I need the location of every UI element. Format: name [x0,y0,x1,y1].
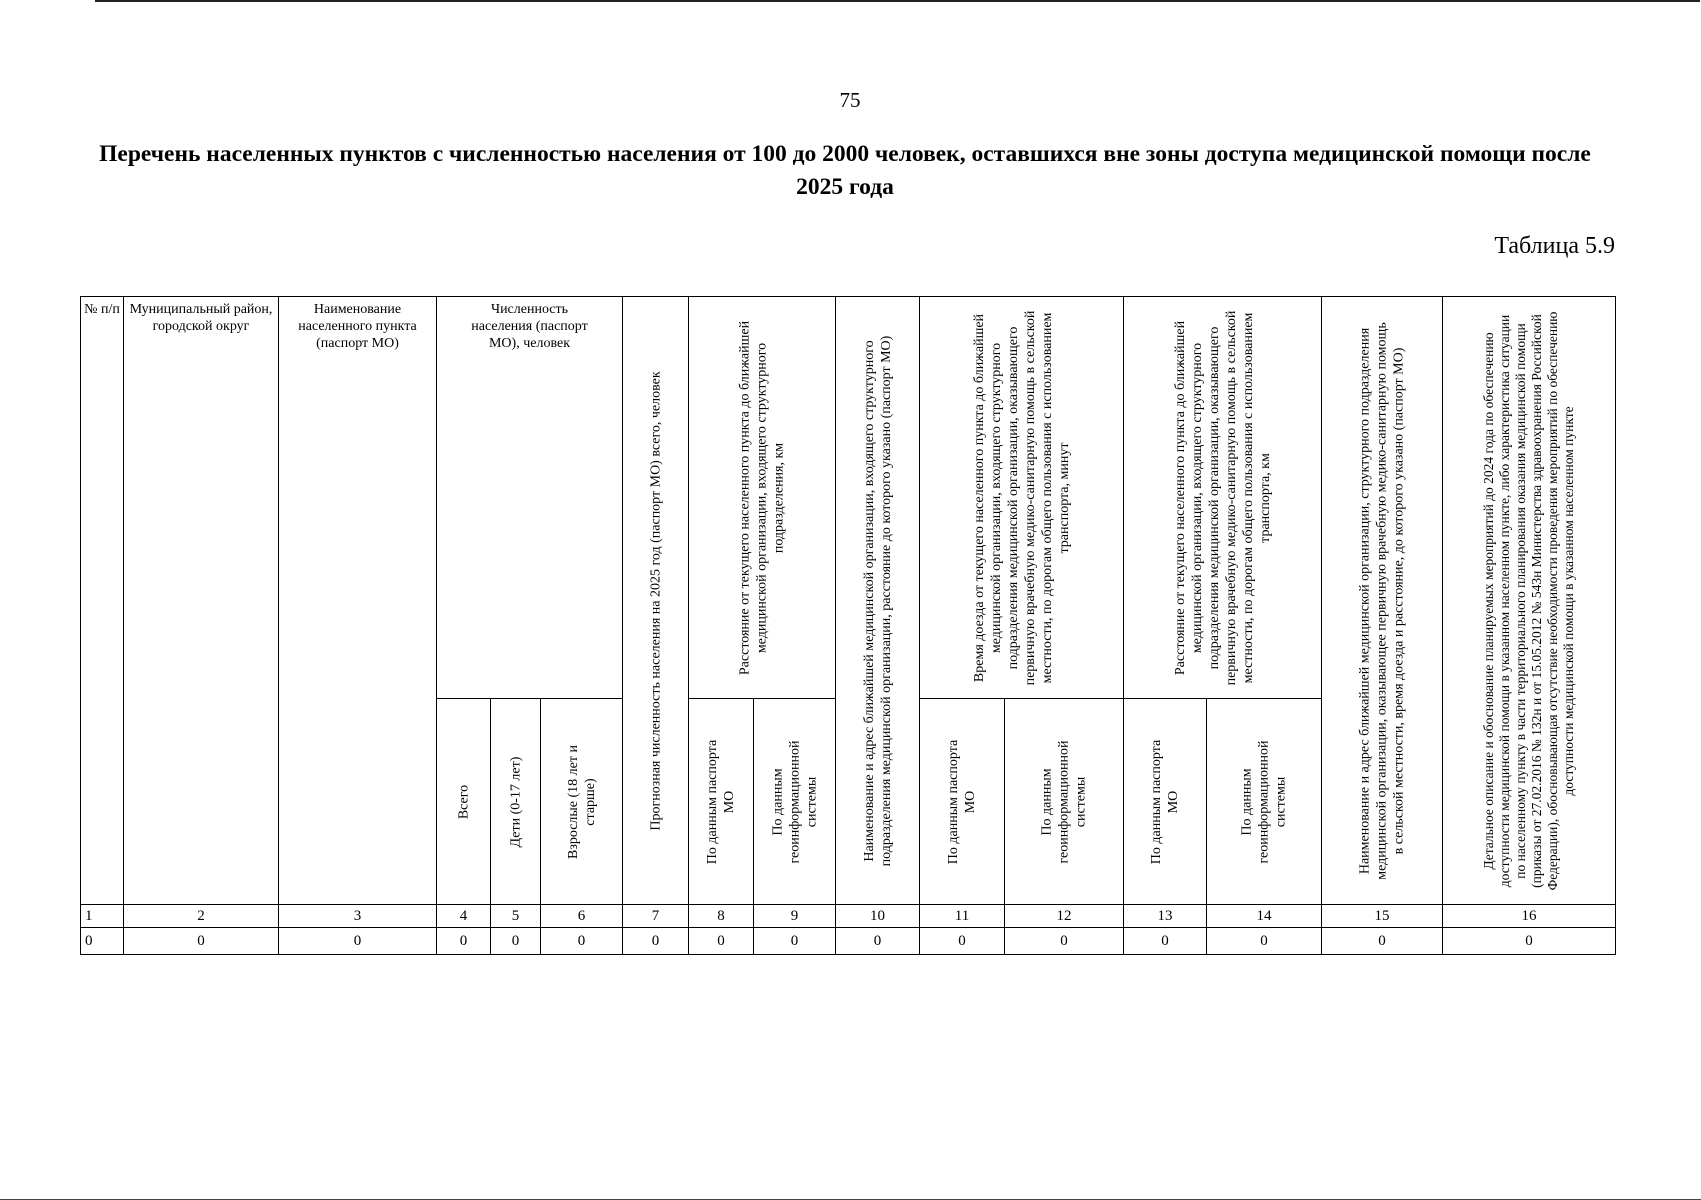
column-number-cell: 5 [491,905,541,928]
table-cell: 0 [1207,928,1322,955]
header-cell-nearest-primary-care: Наименование и адрес ближайшей медицинской организации, структурного подразделения медицинской организации, оказывающее первичную врачебную медико-санитарную помощь в сельской местности, время доезда и расстояние, до которого указано (паспорт МО) [1322,297,1443,905]
table-cell: 0 [124,928,279,955]
column-number-cell: 2 [124,905,279,928]
table-cell: 0 [1322,928,1443,955]
header-group-travel-time: Время доезда от текущего населенного пункта до ближайшей медицинской организации, входящего структурного подразделения медицинской организации, оказывающего первичную врачебную медико-санитарную помощь в сельской местности, по дорогам общего пользования с использованием транспорта, минут [920,297,1124,699]
column-number-cell: 15 [1322,905,1443,928]
table-cell: 0 [279,928,437,955]
column-number-cell: 3 [279,905,437,928]
table-cell: 0 [920,928,1005,955]
column-number-cell: 7 [623,905,689,928]
header-cell-distance-gis: По данным геоинформационной системы [754,699,836,905]
header-cell-distance-passport: По данным паспорта МО [689,699,754,905]
page-number: 75 [839,88,861,112]
header-cell-nearest-org: Наименование и адрес ближайшей медицинской организации, входящего структурного подразделения медицинской организации, расстояние до которого указано (паспорт МО) [836,297,920,905]
column-number-cell: 14 [1207,905,1322,928]
column-number-cell: 10 [836,905,920,928]
column-number-cell: 8 [689,905,754,928]
settlements-table [80,296,1616,955]
header-cell-municipality: Муниципальный район, городской округ [124,297,279,905]
column-number-cell: 11 [920,905,1005,928]
header-group-road-distance: Расстояние от текущего населенного пункта до ближайшей медицинской организации, входящего структурного подразделения медицинской организации, оказывающего первичную врачебную медико-санитарную помощь в сельской местности, по дорогам общего пользования с использованием транспорта, км [1124,297,1322,699]
column-number-cell: 16 [1443,905,1616,928]
table-cell: 0 [1005,928,1124,955]
table-cell: 0 [1443,928,1616,955]
top-border-line [95,0,1700,2]
table-cell: 0 [623,928,689,955]
table-row [81,928,1616,955]
header-cell-measures-description: Детальное описание и обоснование планируемых мероприятий до 2024 года по обеспечению доступности медицинской помощи в указанном населенном пункте, либо характеристика ситуации по населенному пункту в части территориального планирования оказания медицинской помощи (приказы от 27.02.2016 № 132н и от 15.05.2012 № 543н Министерства здравоохранения Российской Федерации), обосновывающая отсутствие необходимости проведения мероприятий по обеспечению доступности медицинской помощи в указанном населенном пункте [1443,297,1616,905]
table-cell: 0 [541,928,623,955]
column-number-cell: 12 [1005,905,1124,928]
header-cell-road-distance-gis: По данным геоинформационной системы [1207,699,1322,905]
table-caption: Таблица 5.9 [1494,233,1615,259]
header-group-distance-km: Расстояние от текущего населенного пункта до ближайшей медицинской организации, входящего структурного подразделения, км [689,297,836,699]
header-cell-time-passport: По данным паспорта МО [920,699,1005,905]
table-cell: 0 [81,928,124,955]
header-cell-population-adults: Взрослые (18 лет и старше) [541,699,623,905]
column-number-cell: 4 [437,905,491,928]
column-number-cell: 1 [81,905,124,928]
column-number-cell: 9 [754,905,836,928]
document-title: Перечень населенных пунктов с численностью населения от 100 до 2000 человек, оставшихся вне зоны доступа медицинской помощи после 2025 года [99,141,1591,200]
column-number-row [81,905,1616,928]
header-cell-population-children: Дети (0-17 лет) [491,699,541,905]
table-cell: 0 [836,928,920,955]
header-row-top [81,297,1616,699]
header-cell-forecast-population: Прогнозная численность населения на 2025 год (паспорт МО) всего, человек [623,297,689,905]
column-number-cell: 6 [541,905,623,928]
header-group-population: Численность населения (паспорт МО), человек [437,297,623,699]
column-number-cell: 13 [1124,905,1207,928]
table-cell: 0 [1124,928,1207,955]
header-cell-number: № п/п [81,297,124,905]
table-cell: 0 [754,928,836,955]
table-cell: 0 [491,928,541,955]
header-cell-settlement-name: Наименование населенного пункта (паспорт МО) [279,297,437,905]
table-cell: 0 [437,928,491,955]
table-cell: 0 [689,928,754,955]
header-cell-time-gis: По данным геоинформационной системы [1005,699,1124,905]
header-cell-road-distance-passport: По данным паспорта МО [1124,699,1207,905]
header-cell-population-total: Всего [437,699,491,905]
